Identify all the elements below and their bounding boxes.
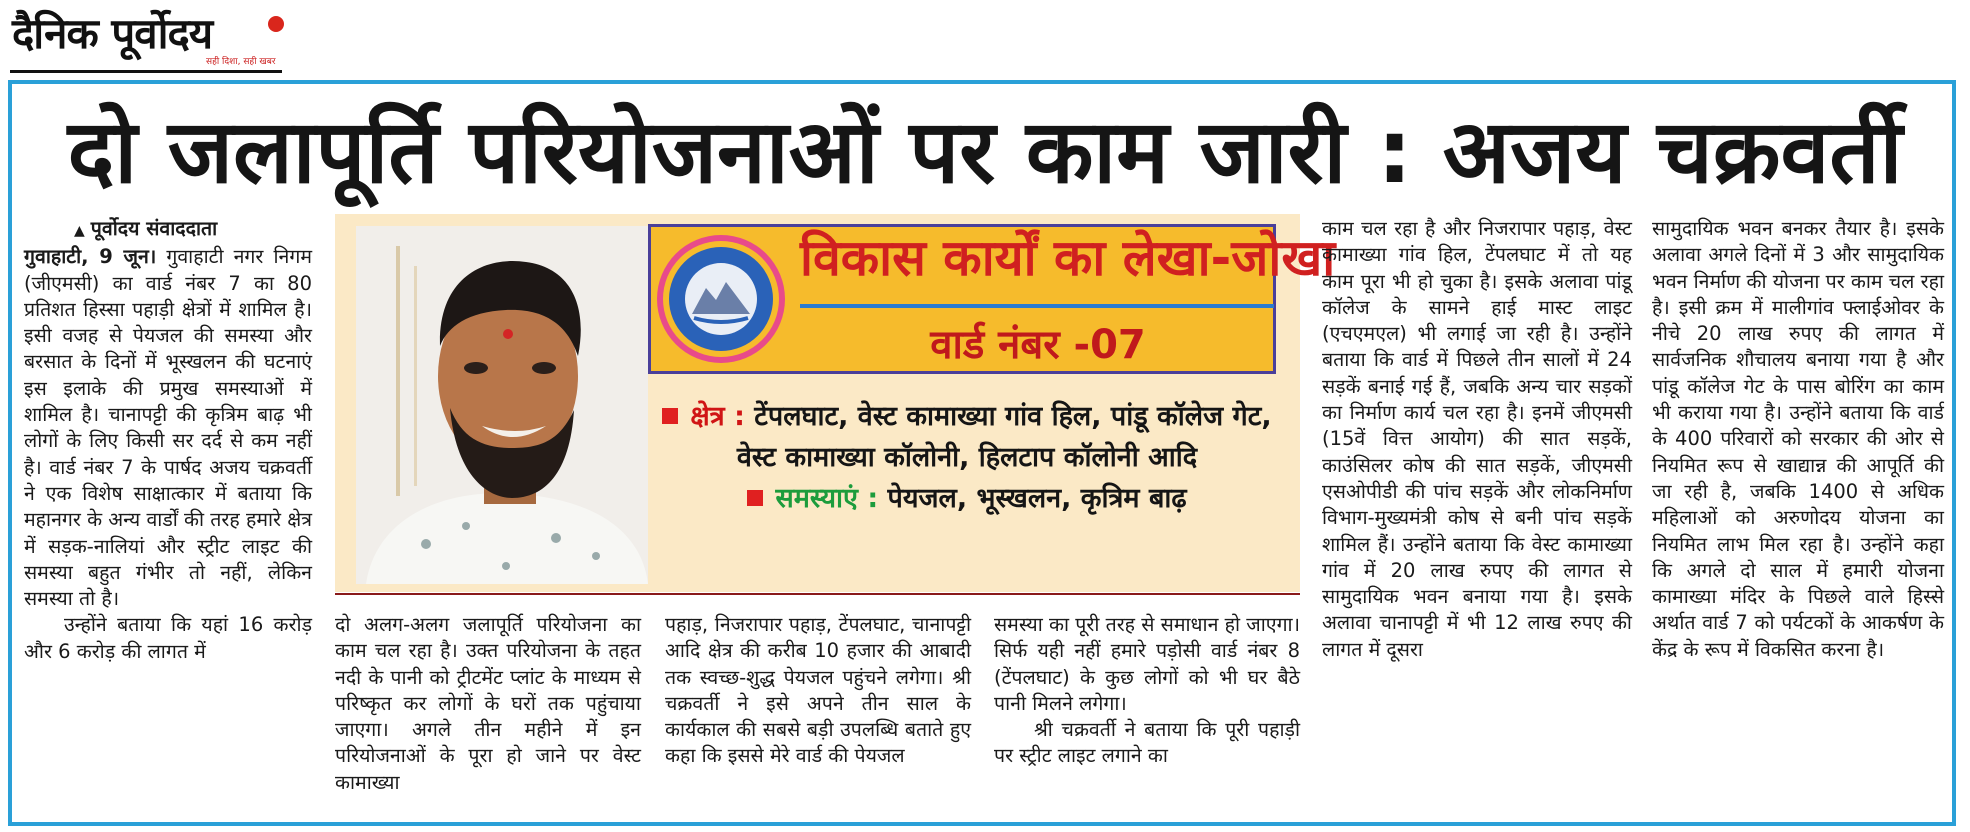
area-line [662, 396, 1272, 478]
portrait-illustration [356, 226, 648, 584]
banner-divider [800, 304, 1274, 308]
newspaper-tagline: सही दिशा, सही खबर [206, 57, 276, 67]
column-6-text: सामुदायिक भवन बनकर तैयार है। इसके अलावा अगले दिनों में 3 और सामुदायिक भवन निर्माण की योजना पर काम चल रहा है। इसी क्रम में मालीगांव फ्लाईओवर के नीचे 20 लाख रुपए की लागत में सार्वजनिक शौचालय बनाया गया है और पांडू कॉलेज गेट के पास बोरिंग का काम भी कराया गया है। उन्होंने बताया कि वार्ड के 400 परिवारों को सरकार की ओर से नियमित रूप से खाद्यान्न की आपूर्ति की जा रही है, जबकि 1400 से अधिक महिलाओं को अरुणोदय योजना का नियमित लाभ मिल रहा है। उन्होंने कहा कि अगले दो साल में हमारी योजना कामाख्या मंदिर के पिछले वाले हिस्से अर्थात वार्ड 7 को पर्यटकों के आकर्षण के केंद्र के रूप में विकसित करना है। [1652, 217, 1944, 661]
gmc-emblem [654, 232, 788, 366]
area-value: टेंपलघाट, वेस्ट कामाख्या गांव हिल, पांडू कॉलेज गेट, वेस्ट कामाख्या कॉलोनी, हिलटाप कॉलोनी आदि [736, 401, 1272, 473]
article-column-6 [1652, 216, 1944, 663]
column-5-text: काम चल रहा है और निजरापार पहाड़, वेस्ट कामाख्या गांव हिल, टेंपलघाट में तो यह काम पूरा भी हो चुका है। इसके अलावा पांडू कॉलेज के सामने हाई मास्ट लाइट (एचएमएल) भी लगाई जा रही है। उन्होंने बताया कि वार्ड में पिछले तीन सालों में 24 सड़कें बनाई गई हैं, जबकि अन्य चार सड़कों का निर्माण कार्य चल रहा है। इनमें जीएमसी (15वें वित्त आयोग) की सात सड़कें, काउंसिलर कोष की सात सड़कें, जीएमसी एसओपीडी की पांच सड़कें और लोकनिर्माण विभाग-मुख्यमंत्री कोष से बनी पांच सड़कें शामिल हैं। उन्होंने बताया कि वेस्ट कामाख्या गांव में 20 लाख रुपए की लागत से सामुदायिक भवन बनाया गया है। इसके अलावा चानापट्टी में भी 12 लाख रुपए की लागत में दूसरा [1322, 217, 1632, 661]
problems-label: समस्याएं : [775, 483, 879, 514]
masthead-divider [10, 70, 282, 73]
article-column-2 [335, 612, 641, 796]
column-3-text: पहाड़, निजरापार पहाड़, टेंपलघाट, चानापट्टी आदि क्षेत्र की करीब 10 हजार की आबादी तक स्वच्छ-शुद्ध पेयजल पहुंचने लगेगा। श्री चक्रवर्ती ने इसे अपने तीन साल के कार्यकाल की सबसे बड़ी उपलब्धि बताते हुए कहा कि इससे मेरे वार्ड की पेयजल [665, 613, 971, 768]
ward-number: वार्ड नंबर -07 [930, 322, 1146, 368]
red-square-icon [662, 408, 678, 424]
feature-details [662, 396, 1272, 519]
article-column-4 [994, 612, 1300, 770]
problems-line [662, 478, 1272, 519]
newspaper-logo: दैनिक पूर्वोदय [12, 9, 213, 58]
column-2-text: दो अलग-अलग जलापूर्ति परियोजना का काम चल रहा है। उक्त परियोजना के तहत नदी के पानी को ट्रीटमेंट प्लांट के माध्यम से परिष्कृत कर लोगों के घरों तक पहुंचाया जाएगा। अगले तीन महीने में इन परियोजनाओं के पूरा हो जाने पर वेस्ट कामाख्या [335, 613, 641, 794]
feature-title: विकास कार्यों का लेखा-जोखा [800, 229, 1336, 287]
councillor-photo [356, 226, 648, 584]
problems-value: पेयजल, भूस्खलन, कृत्रिम बाढ़ [887, 483, 1187, 514]
column-4-para-1: समस्या का पूरी तरह से समाधान हो जाएगा। सिर्फ यही नहीं हमारे पड़ोसी वार्ड नंबर 8 (टेंपलघाट) के कुछ लोगों को भी घर बैठे पानी मिलने लगेगा। [994, 613, 1300, 715]
byline [24, 216, 312, 244]
column-1-para-2: उन्होंने बताया कि यहां 16 करोड़ और 6 करोड़ की लागत में [24, 613, 312, 663]
article-column-1 [24, 216, 312, 665]
column-4-para-2: श्री चक्रवर्ती ने बताया कि पूरी पहाड़ी पर स्ट्रीट लाइट लगाने का [994, 718, 1300, 768]
feature-box-divider [335, 593, 1300, 595]
article-column-3 [665, 612, 971, 770]
dateline: गुवाहाटी, 9 जून। [24, 245, 157, 269]
logo-dot-icon [268, 16, 284, 32]
column-1-lead-text: गुवाहाटी नगर निगम (जीएमसी) का वार्ड नंबर 7 का 80 प्रतिशत हिस्सा पहाड़ी क्षेत्रों में शामिल है। इसी वजह से पेयजल की समस्या और बरसात के दिनों में भूस्खलन की घटनाएं इस इलाके की प्रमुख समस्याओं में शामिल है। चानापट्टी की कृत्रिम बाढ़ भी लोगों के लिए किसी सर दर्द से कम नहीं है। वार्ड नंबर 7 के पार्षद अजय चक्रवर्ती ने एक विशेष साक्षात्कार में बताया कि महानगर के अन्य वार्डों की तरह हमारे क्षेत्र में सड़क-नालियां और स्ट्रीट लाइट की समस्या बहुत गंभीर तो नहीं, लेकिन समस्या तो है। [24, 245, 313, 611]
masthead [10, 4, 290, 74]
red-square-icon [747, 490, 763, 506]
area-label: क्षेत्र : [690, 401, 745, 432]
article-column-5 [1322, 216, 1632, 663]
article-headline: दो जलापूर्ति परियोजनाओं पर काम जारी : अजय चक्रवर्ती [67, 100, 1903, 203]
byline-text: पूर्वोदय संवाददाता [90, 217, 218, 240]
triangle-icon: ▲ [74, 223, 85, 239]
